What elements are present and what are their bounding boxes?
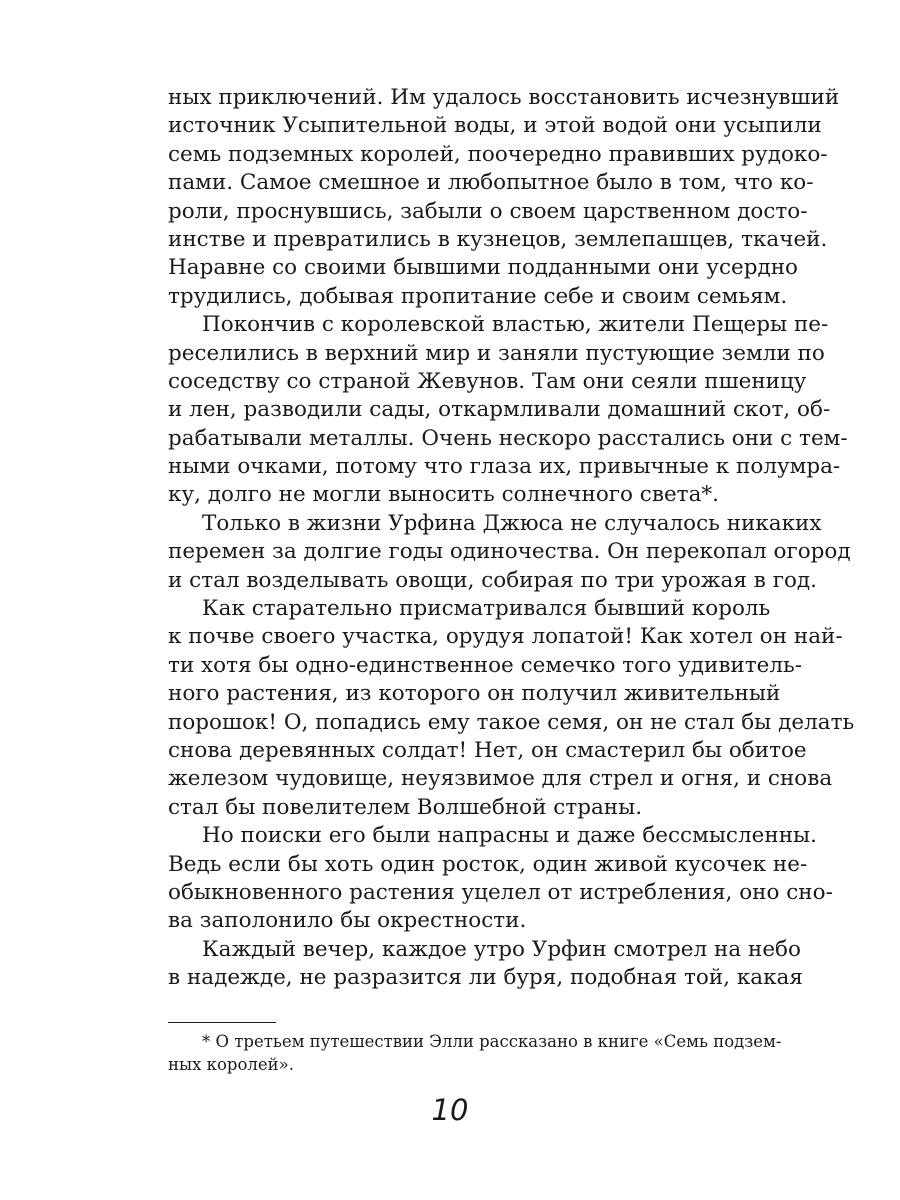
text-line: снова деревянных солдат! Нет, он смастерил бы обитое [168, 737, 807, 763]
text-line: обыкновенного растения уцелел от истребления, оно сно- [168, 879, 833, 905]
text-line: порошок! О, попадись ему такое семя, он не стал бы делать [168, 709, 855, 735]
text-line: железом чудовище, неуязвимое для стрел и огня, и снова [168, 766, 833, 792]
footnote-divider [168, 1022, 276, 1023]
text-line: Наравне со своими бывшими подданными они усердно [168, 255, 798, 281]
text-line: Только в жизни Урфина Джюса не случалось никаких [202, 510, 822, 536]
text-line: пами. Самое смешное и любопытное было в том, что ко- [168, 170, 814, 196]
paragraph [168, 936, 803, 993]
text-line: рабатывали металлы. Очень нескоро расстались они с тем- [168, 425, 848, 451]
text-line: стал бы повелителем Волшебной страны. [168, 794, 643, 820]
paragraph [168, 595, 855, 822]
text-line: и лен, разводили сады, откармливали домашний скот, об- [168, 397, 831, 423]
text-line: Покончив с королевской властью, жители Пещеры пе- [202, 312, 829, 338]
text-line: соседству со страной Жевунов. Там они сеяли пшеницу [168, 368, 807, 394]
text-line: Каждый вечер, каждое утро Урфин смотрел на небо [202, 936, 801, 962]
text-line: Но поиски его были напрасны и даже бессмысленны. [202, 823, 817, 849]
footnote [168, 1030, 782, 1076]
text-line: ных приключений. Им удалось восстановить исчезнувший [168, 85, 840, 110]
text-line: ными очками, потому что глаза их, привычные к полумра- [168, 454, 841, 480]
text-line: и стал возделывать овощи, собирая по три урожая в год. [168, 567, 817, 593]
text-line: Как старательно присматривался бывший король [202, 596, 771, 622]
page-number: 10 [431, 1093, 469, 1127]
text-line: ти хотя бы одно-единственное семечко того удивитель- [168, 652, 802, 678]
paragraph [168, 84, 840, 311]
text-line: к почве своего участка, орудуя лопатой! Как хотел он най- [168, 624, 843, 650]
text-line: перемен за долгие годы одиночества. Он перекопал огород [168, 539, 851, 565]
text-line: семь подземных королей, поочередно правивших рудоко- [168, 141, 828, 167]
text-line: ва заполонило бы окрестности. [168, 908, 527, 934]
paragraph [168, 311, 848, 510]
text-line: ку, долго не могли выносить солнечного света*. [168, 482, 719, 508]
text-line: роли, проснувшись, забыли о своем царственном досто- [168, 198, 808, 224]
text-line: трудились, добывая пропитание себе и своим семьям. [168, 283, 788, 309]
text-line: в надежде, не разразится ли буря, подобная той, какая [168, 965, 803, 991]
paragraph [168, 822, 833, 936]
text-line: Ведь если бы хоть один росток, один живой кусочек не- [168, 851, 808, 877]
footnote-line: ных королей». [168, 1055, 295, 1074]
main-text [168, 84, 855, 993]
text-line: инстве и превратились в кузнецов, землепашцев, ткачей. [168, 226, 828, 252]
text-line: ного растения, из которого он получил живительный [168, 681, 781, 707]
paragraph [168, 510, 851, 595]
text-line: реселились в верхний мир и заняли пустующие земли по [168, 340, 825, 366]
footnote-line: * О третьем путешествии Элли рассказано в книге «Семь подзем- [202, 1032, 782, 1051]
text-line: источник Усыпительной воды, и этой водой они усыпили [168, 113, 822, 139]
